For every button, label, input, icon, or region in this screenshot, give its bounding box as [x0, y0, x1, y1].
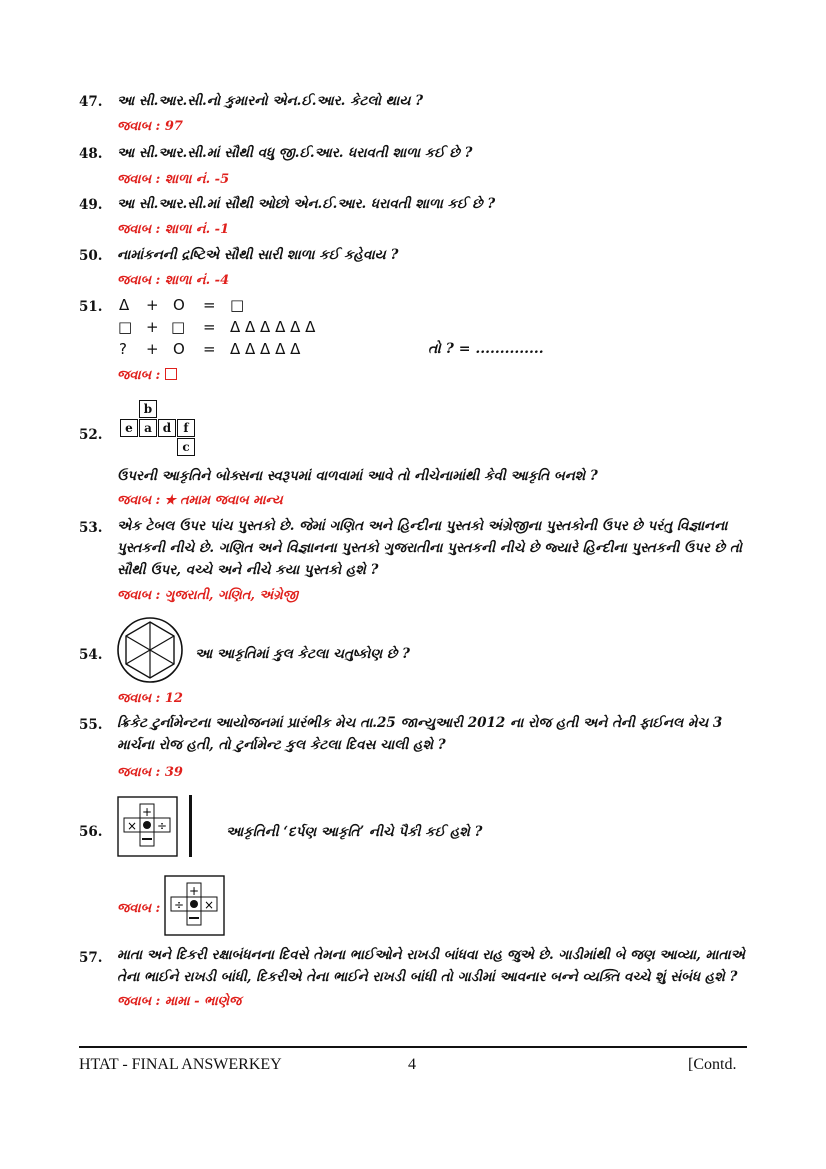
mirror-line — [189, 795, 192, 857]
question-text: ઉપરની આકૃતિને બોક્સના સ્વરૂપમાં વાળવામાં આવે તો નીચેનામાંથી કેવી આકૃતિ બનશે ? — [117, 468, 598, 484]
equation-equals: = — [203, 340, 216, 358]
question-text: આ આકૃતિમાં કુલ કેટલા ચતુષ્કોણ છે ? — [195, 646, 410, 662]
dot-icon — [190, 900, 198, 908]
equation-prompt: તો ? = .............. — [428, 341, 544, 357]
mirror-answer-figure — [164, 875, 226, 937]
question-number: 47. — [79, 94, 103, 110]
answer: જવાબ : શાળા નં. -5 — [117, 172, 230, 187]
times-icon: × — [203, 898, 215, 912]
equation-term: Δ — [119, 296, 130, 314]
question-number: 56. — [79, 824, 103, 840]
question-number: 55. — [79, 717, 103, 733]
equation-operator: + — [146, 340, 159, 358]
question-number: 49. — [79, 197, 103, 213]
question-number: 52. — [79, 427, 103, 443]
question-text: ક્રિકેટ ટુર્નામેન્ટના આયોજનમાં પ્રારંભીક મેચ તા.25 જાન્યુઆરી 2012 ના રોજ હતી અને તેની ફાઈનલ મેચ 3 માર્ચના રોજ હતી, તો ટુર્નામેન્ટ કુલ કેટલા દિવસ ચાલી હશે ? — [117, 715, 723, 753]
times-icon: × — [126, 819, 138, 833]
net-face: b — [139, 400, 157, 418]
question-text: આકૃતિની ‘દર્પણ આકૃતિ’ નીચે પૈકી કઈ હશે ? — [226, 824, 483, 840]
plus-icon: + — [141, 805, 153, 819]
question-number: 57. — [79, 950, 103, 966]
answer-label: જવાબ : — [117, 368, 161, 383]
mirror-source-figure — [117, 796, 179, 858]
question-text: માતા અને દિકરી રક્ષાબંધનના દિવસે તેમના ભાઈઓને રાખડી બાંધવા રાહ જુએ છે. ગાડીમાંથી બે જણ આવ્યા, માતાએ તેના ભાઈને રાખડી બાંધી, દિકરીએ તેના ભાઈને રાખડી બાંધી તો ગાડીમાં આવનાર બન્ને વ્યક્તિ વચ્ચે શું સંબંધ હશે ? — [117, 947, 745, 985]
answer: જવાબ : — [117, 901, 161, 916]
answer: જવાબ : 97 — [117, 119, 183, 134]
question-number: 51. — [79, 299, 103, 315]
question-text: નામાંકનની દ્રષ્ટિએ સૌથી સારી શાળા કઈ કહેવાય ? — [117, 247, 399, 263]
question-number: 54. — [79, 647, 103, 663]
question-text: આ સી.આર.સી.માં સૌથી ઓછો એન.ઈ.આર. ધરાવતી શાળા કઈ છે ? — [117, 196, 496, 212]
equation-result: Δ Δ Δ Δ Δ Δ — [230, 318, 316, 336]
question-number: 50. — [79, 248, 103, 264]
dot-icon — [143, 821, 151, 829]
equation-term: □ — [171, 318, 186, 336]
net-face: e — [120, 419, 138, 437]
equation-term: ? — [119, 340, 127, 358]
net-face: f — [177, 419, 195, 437]
question-number: 53. — [79, 520, 103, 536]
equation-equals: = — [203, 318, 216, 336]
answer: જવાબ : 39 — [117, 765, 183, 780]
equation-operator: + — [146, 318, 159, 336]
equation-equals: = — [203, 296, 216, 314]
hexagon-circle-figure — [116, 616, 184, 684]
equation-result: Δ Δ Δ Δ Δ — [230, 340, 301, 358]
answer: જવાબ : મામા - ભાણેજ — [117, 994, 242, 1009]
answer: જવાબ : ગુજરાતી, ગણિત, અંગ્રેજી — [117, 588, 299, 603]
answer: જવાબ : શાળા નં. -1 — [117, 222, 230, 237]
question-text: એક ટેબલ ઉપર પાંચ પુસ્તકો છે. જેમાં ગણિત અને હિન્દીના પુસ્તકો અંગ્રેજીના પુસ્તકોની ઉપર છે પરંતુ વિજ્ઞાનના પુસ્તકની નીચે છે. ગણિત અને વિજ્ઞાનના પુસ્તકો ગુજરાતીના પુસ્તકની નીચે છે જ્યારે હિન્દીના પુસ્તકની ઉપર છે તો સૌથી ઉપર, વચ્ચે અને નીચે કયા પુસ્તકો હશે ? — [117, 518, 743, 578]
net-face: d — [158, 419, 176, 437]
footer-title: HTAT - FINAL ANSWERKEY — [79, 1056, 282, 1073]
equation-term: O — [173, 340, 185, 358]
page-number: 4 — [408, 1056, 416, 1073]
answer — [117, 368, 177, 383]
equation-result: □ — [230, 296, 245, 314]
answer: જવાબ : 12 — [117, 691, 183, 706]
footer-continued: [Contd. — [688, 1056, 737, 1073]
net-face: a — [139, 419, 157, 437]
question-text: આ સી.આર.સી.માં સૌથી વધુ જી.ઈ.આર. ધરાવતી શાળા કઈ છે ? — [117, 145, 473, 161]
divide-icon: ÷ — [156, 819, 168, 833]
footer-divider — [79, 1046, 747, 1048]
answer: જવાબ : શાળા નં. -4 — [117, 273, 230, 288]
net-face: c — [177, 438, 195, 456]
equation-term: O — [173, 296, 185, 314]
question-text: આ સી.આર.સી.નો કુમારનો એન.ઈ.આર. કેટલો થાય ? — [117, 93, 423, 109]
square-answer-icon — [165, 368, 177, 380]
equation-term: □ — [118, 318, 133, 336]
equation-operator: + — [146, 296, 159, 314]
plus-icon: + — [188, 884, 200, 898]
divide-icon: ÷ — [173, 898, 185, 912]
question-number: 48. — [79, 146, 103, 162]
answer: જવાબ : ★ તમામ જવાબ માન્ય — [117, 493, 283, 508]
